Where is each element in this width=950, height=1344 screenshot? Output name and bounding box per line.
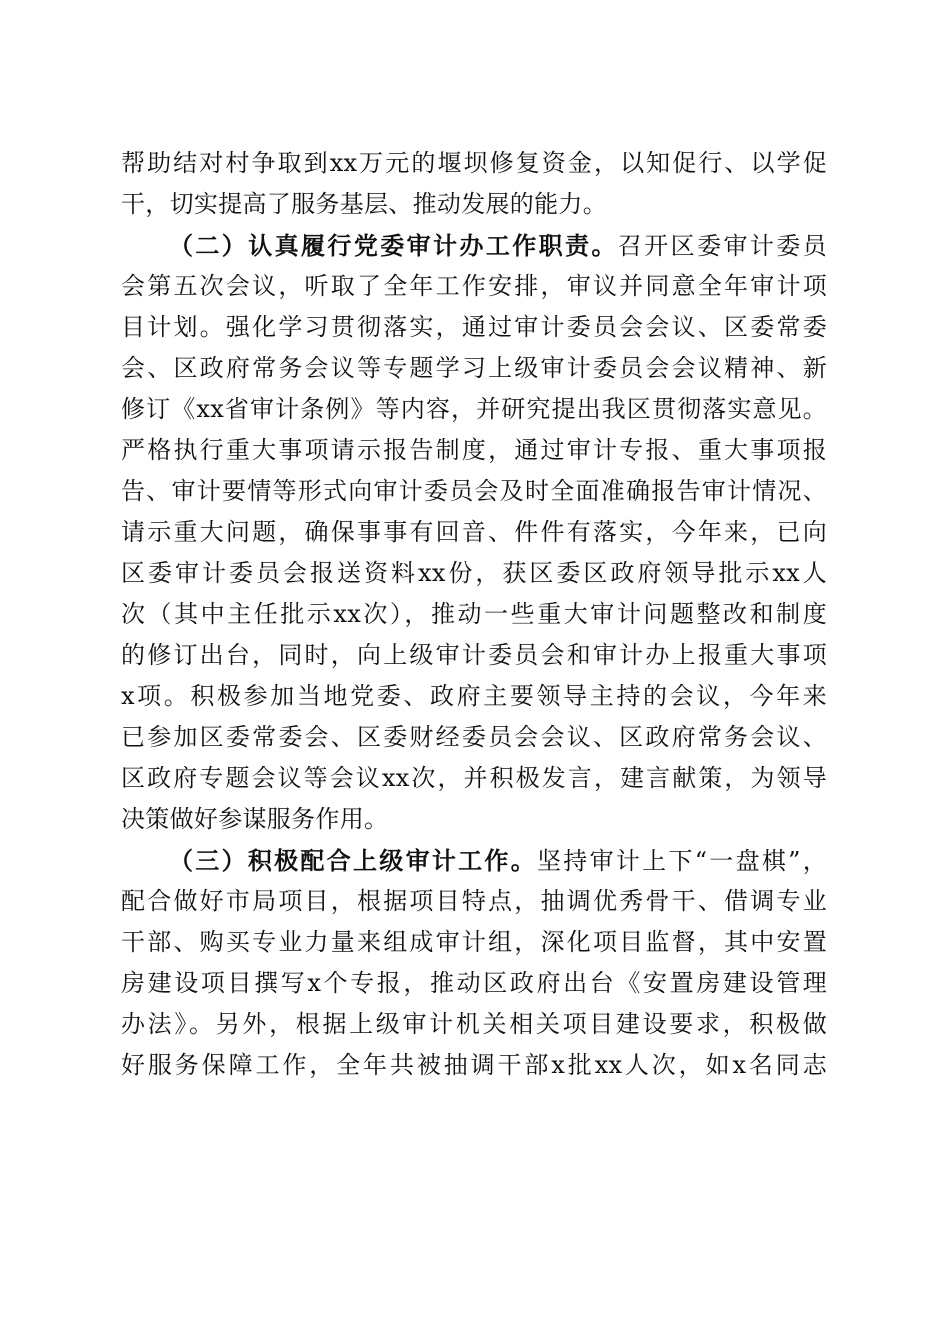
text-line: 好服务保障工作，全年共被抽调干部x批xx人次，如x名同志 [121,1051,827,1079]
section-2-text: 召开区委审计委员 [617,232,827,260]
text-line: 决策做好参谋服务作用。 [121,805,389,833]
document-page [121,143,827,1086]
text-line: 已参加区委常委会、区委财经委员会会议、区政府常务会议、 [121,723,827,751]
text-line: 严格执行重大事项请示报告制度，通过审计专报、重大事项报 [121,436,827,464]
text-line: 告、审计要情等形式向审计委员会及时全面准确报告审计情况、 [121,477,827,505]
text-line: 帮助结对村争取到xx万元的堰坝修复资金，以知促行、以学促 [121,149,827,177]
section-3-heading: （三）积极配合上级审计工作。 [169,846,538,875]
section-2-first-line [121,225,827,266]
text-line: 的修订出台，同时，向上级审计委员会和审计办上报重大事项 [121,641,827,669]
text-line: 办法》。另外，根据上级审计机关相关项目建设要求，积极做 [121,1010,827,1038]
text-line: 会第五次会议，听取了全年工作安排，审议并同意全年审计项 [121,272,827,300]
text-line: 配合做好市局项目，根据项目特点，抽调优秀骨干、借调专业 [121,887,827,915]
text-line: 请示重大问题，确保事事有回音、件件有落实，今年来，已向 [121,518,827,546]
text-line: x项。积极参加当地党委、政府主要领导主持的会议，今年来 [121,682,827,710]
text-line: 次（其中主任批示xx次），推动一些重大审计问题整改和制度 [121,600,827,628]
section-3-text: 坚持审计上下“一盘棋”， [537,847,828,875]
text-line: 目计划。强化学习贯彻落实，通过审计委员会会议、区委常委 [121,313,827,341]
text-line: 干部、购买专业力量来组成审计组，深化项目监督，其中安置 [121,928,827,956]
text-line: 会、区政府常务会议等专题学习上级审计委员会会议精神、新 [121,354,827,382]
text-line: 修订《xx省审计条例》等内容，并研究提出我区贯彻落实意见。 [121,395,827,423]
section-3-first-line [121,840,827,881]
section-2-heading: （二）认真履行党委审计办工作职责。 [169,231,618,260]
text-line: 区委审计委员会报送资料xx份，获区委区政府领导批示xx人 [121,559,827,587]
text-line: 干，切实提高了服务基层、推动发展的能力。 [121,190,607,218]
text-line: 房建设项目撰写x个专报，推动区政府出台《安置房建设管理 [121,969,827,997]
text-line: 区政府专题会议等会议xx次，并积极发言，建言献策，为领导 [121,764,827,792]
